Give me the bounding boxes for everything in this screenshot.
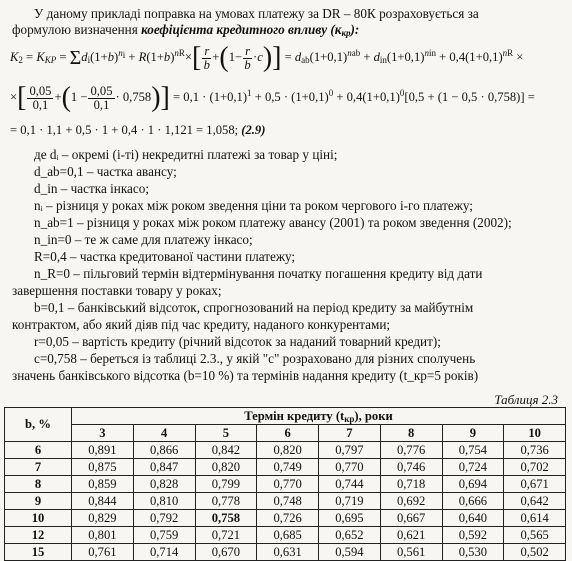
formula-row-2: ×[ $\frac{0,05}{0,1}$ +(1 − $\frac{0,05}{0,1}$ · $0,758)] = 0,1 \cdot (1+0,1)^1 + 0,5 \cdot (1+0,1)^0 + 0,4(1+0,1)^0[0,5 + (1 - 0,5 \cdot 0,758)]$ = [10,82,535,113]
table-cell: 0,695 [319,510,381,527]
group-header: Термін кредиту $(t_{кр})$, роки [72,408,566,425]
table-cell: 0,829 [72,510,134,527]
table-cell: 0,714 [133,544,195,561]
definition-line: с=0,758 – береться із таблиці 2.3., у якій "с" розраховано для різних сполучень [34,351,476,366]
table-cell: 0,718 [380,476,442,493]
table-cell: 0,565 [504,527,566,544]
table-row [5,544,566,561]
table-cell: 0,761 [72,544,134,561]
row-header-b: 15 [5,544,72,561]
table-body [5,442,566,561]
table-cell: 0,810 [133,493,195,510]
table-cell: 0,670 [195,544,257,561]
table-cell: 0,820 [195,459,257,476]
table-cell: 0,759 [133,527,195,544]
table-cell: 0,642 [504,493,566,510]
table-cell: 0,726 [257,510,319,527]
table-cell: 0,754 [442,442,504,459]
table-cell: 0,640 [442,510,504,527]
year-header: 6 [257,425,319,442]
year-header: 10 [504,425,566,442]
table-cell: 0,719 [319,493,381,510]
definition-line: n_R=0 – пільговий термін відтермінування початку погашення кредиту від дати [34,266,483,281]
col-header-b: b, % [5,408,72,442]
table-cell: 0,721 [195,527,257,544]
year-header: 9 [442,425,504,442]
definition-line: n_ab=1 – різниця у роках між роком платежу авансу (2001) та роком зведення (2002); [34,215,512,230]
row-header-b: 6 [5,442,72,459]
table-cell: 0,792 [133,510,195,527]
definition-line: nᵢ – різниця у роках між роком зведення ціни та роком чергового і-го платежу; [34,198,473,213]
table-cell: 0,736 [504,442,566,459]
definition-line: n_in=0 – те ж саме для платежу інкасо; [34,232,253,247]
table-cell: 0,530 [442,544,504,561]
definition-line: контрактом, або який діяв під час кредиту, наданого конкурентами; [12,317,391,332]
definition-line: де dᵢ – окремі (і-ті) некредитні платежі за товар у ціні; [34,147,338,162]
table-cell: 0,685 [257,527,319,544]
intro-line-2 [12,22,359,38]
table-row [5,459,566,476]
definition-line: d_in – частка інкасо; [34,181,149,196]
row-header-b: 10 [5,510,72,527]
table-cell: 0,746 [380,459,442,476]
table-cell: 0,694 [442,476,504,493]
definition-line: R=0,4 – частка кредитованої частини платежу; [34,249,296,264]
table-cell: 0,744 [319,476,381,493]
table-cell: 0,592 [442,527,504,544]
table-cell: 0,776 [380,442,442,459]
table-row [5,527,566,544]
formula-row-3: = 0,1 · 1,1 + 0,5 · 1 + 0,4 · 1 · 1,121 = 1,058; (2.9) [10,123,266,137]
year-header: 3 [72,425,134,442]
table-cell: 0,614 [504,510,566,527]
table-row [5,493,566,510]
table-cell: 0,758 [195,510,257,527]
table-row [5,510,566,527]
row-header-b: 8 [5,476,72,493]
table-row [5,442,566,459]
year-header: 8 [380,425,442,442]
table-cell: 0,799 [195,476,257,493]
equation-number: (2.9) [241,123,266,137]
table-cell: 0,844 [72,493,134,510]
definition-line: r=0,05 – вартість кредиту (річний відсоток за наданий товарний кредит); [34,334,441,349]
intro-line-2-text: формулою визначення [12,22,138,37]
definition-line: завершення поставки товару у роках; [12,283,222,298]
table-row [5,476,566,493]
years-header-row [5,425,566,442]
table-cell: 0,671 [504,476,566,493]
table-cell: 0,801 [72,527,134,544]
table-cell: 0,667 [380,510,442,527]
table-cell: 0,666 [442,493,504,510]
year-header: 7 [319,425,381,442]
table-cell: 0,692 [380,493,442,510]
table-cell: 0,724 [442,459,504,476]
table-cell: 0,631 [257,544,319,561]
coefficient-term: коефіцієнта кредитного впливу $(к_{кр})$: [141,22,360,38]
table-cell: 0,621 [380,527,442,544]
formula-row-1: $K_2 = K_{KP} = \Sigma d_i(1+b)^{n_i} + R(1+b)^{nR}\times$[ $\frac{r}{b}$ +(1− $\frac{r}{b}$ $\cdot c)] = d_{ab}(1+0,1)^{nab} + d_{in}(1+0,1)^{nin} + 0,4(1+0,1)^{nR}$ × [10,42,524,73]
row-header-b: 7 [5,459,72,476]
coefficient-table [4,407,566,561]
year-header: 5 [195,425,257,442]
table-cell: 0,797 [319,442,381,459]
table-cell: 0,820 [257,442,319,459]
table-cell: 0,594 [319,544,381,561]
definition-line: b=0,1 – банківський відсоток, спрогнозований на період кредиту за майбутнім [34,300,474,315]
table-caption: Таблиця 2.3 [494,392,558,407]
intro-line-1: У даному прикладі поправка на умовах платежу за DR – 80К розраховується за [34,6,479,21]
definition-line: d_ab=0,1 – частка авансу; [34,164,177,179]
table-cell: 0,847 [133,459,195,476]
table-cell: 0,842 [195,442,257,459]
table-cell: 0,828 [133,476,195,493]
table-cell: 0,891 [72,442,134,459]
table-cell: 0,866 [133,442,195,459]
table-cell: 0,702 [504,459,566,476]
table-cell: 0,770 [257,476,319,493]
table-cell: 0,770 [319,459,381,476]
definition-line: значень банківського відсотка (b=10 %) та термінів надання кредиту (t_кр=5 років) [12,368,479,383]
table-cell: 0,561 [380,544,442,561]
row-header-b: 9 [5,493,72,510]
table-cell: 0,778 [195,493,257,510]
table-cell: 0,875 [72,459,134,476]
table-cell: 0,749 [257,459,319,476]
year-header: 4 [133,425,195,442]
table-cell: 0,859 [72,476,134,493]
table-cell: 0,748 [257,493,319,510]
table-cell: 0,502 [504,544,566,561]
row-header-b: 12 [5,527,72,544]
table-cell: 0,652 [319,527,381,544]
